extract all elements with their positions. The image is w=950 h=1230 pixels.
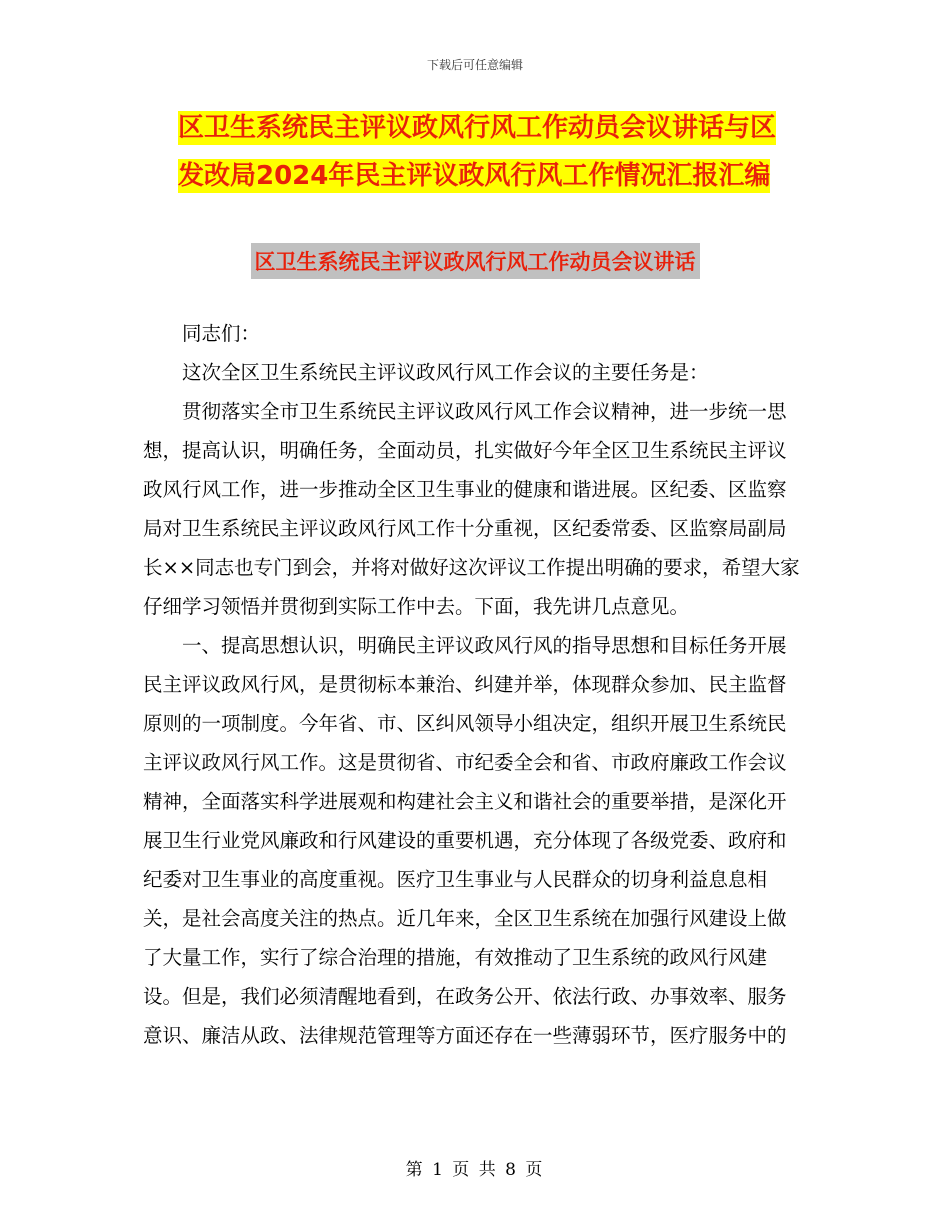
main-title-line-2-text: 发改局2024年民主评议政风行风工作情况汇报汇编	[178, 161, 771, 191]
header-note: 下载后可任意编辑	[426, 58, 523, 72]
paragraph-section-one: 一、提高思想认识，明确民主评议政风行风的指导思想和目标任务开展民主评议政风行风，是贯彻标本兼治、纠建并举，体现群众参加、民主监督原则的一项制度。今年省、市、区纠风领导小组决定，组织开展卫生系统民主评议政风行风工作。这是贯彻省、市纪委全会和省、市政府廉政工作会议精神，全面落实科学进展观和构建社会主义和谐社会的重要举措，是深化开展卫生行业党风廉政和行风建设的重要机遇，充分体现了各级党委、政府和纪委对卫生事业的高度重视。医疗卫生事业与人民群众的切身利益息息相关，是社会高度关注的热点。近几年来，全区卫生系统在加强行风建设上做了大量工作，实行了综合治理的措施，有效推动了卫生系统的政风行风建设。但是，我们必须清醒地看到，在政务公开、依法行政、办事效率、服务意识、廉洁从政、法律规范管理等方面还存在一些薄弱环节，医疗服务中的	[143, 634, 787, 1047]
paragraph-task-intro: 这次全区卫生系统民主评议政风行风工作会议的主要任务是：	[182, 361, 709, 384]
document-subtitle: 区卫生系统民主评议政风行风工作动员会议讲话	[251, 243, 700, 279]
page-number-footer: 第 1 页 共 8 页	[405, 1160, 545, 1180]
main-title-line-2	[178, 152, 818, 200]
document-main-title	[178, 104, 818, 200]
paragraph-implementation: 贯彻落实全市卫生系统民主评议政风行风工作会议精神，进一步统一思想，提高认识，明确任务，全面动员，扎实做好今年全区卫生系统民主评议政风行风工作，进一步推动全区卫生事业的健康和谐进展。区纪委、区监察局对卫生系统民主评议政风行风工作十分重视，区纪委常委、区监察局副局长××同志也专门到会，并将对做好这次评议工作提出明确的要求，希望大家仔细学习领悟并贯彻到实际工作中去。下面，我先讲几点意见。	[143, 400, 800, 618]
paragraph-salutation: 同志们：	[182, 322, 261, 345]
document-body	[143, 314, 803, 1055]
subtitle-wrapper	[0, 243, 950, 279]
main-title-line-1	[178, 104, 818, 152]
main-title-line-1-text: 区卫生系统民主评议政风行风工作动员会议讲话与区	[178, 113, 777, 143]
